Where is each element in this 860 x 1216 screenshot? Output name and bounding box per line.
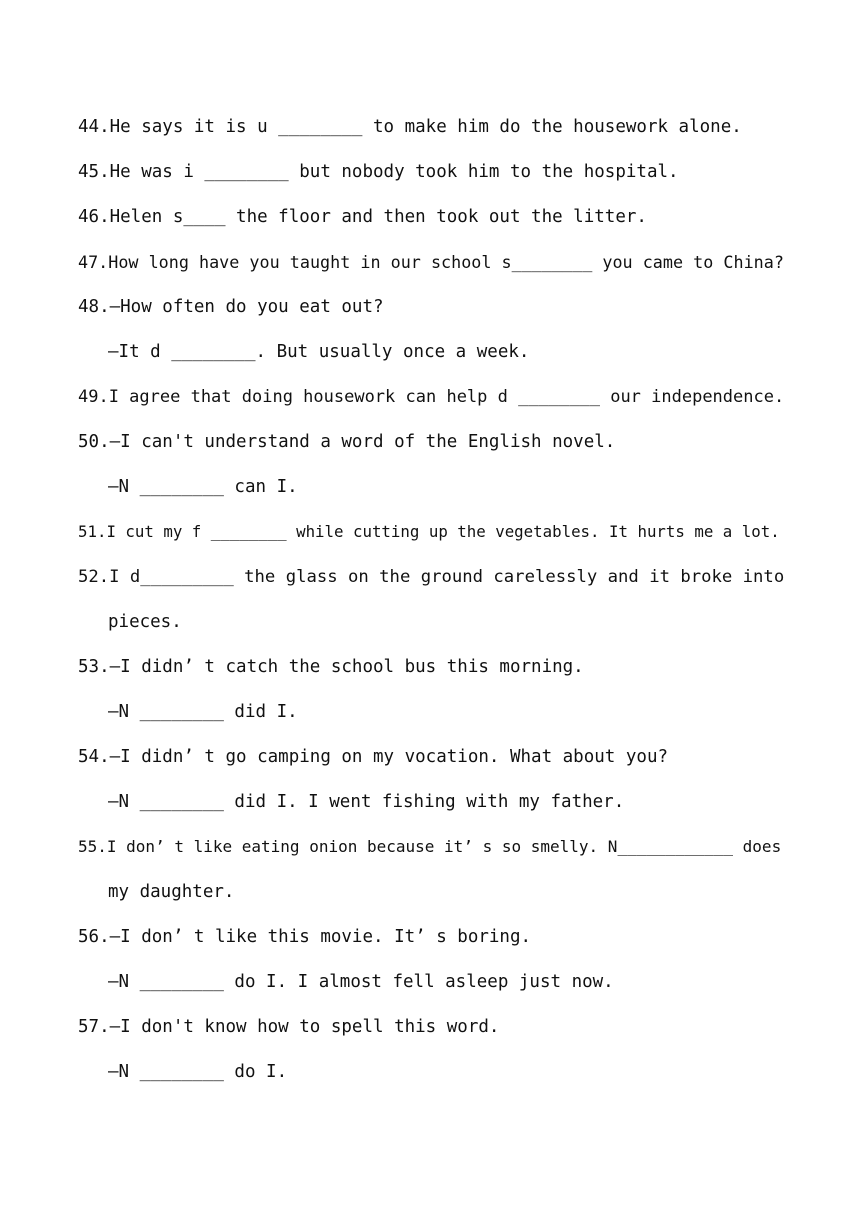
question-55-continued: my daughter. bbox=[108, 882, 235, 902]
question-54: 54.—I didn’ t go camping on my vocation. What about you? bbox=[78, 747, 669, 767]
question-52: 52.I d_________ the glass on the ground carelessly and it broke into bbox=[78, 567, 785, 587]
question-55: 55.I don’ t like eating onion because it’ s so smelly. N____________ does bbox=[78, 837, 782, 856]
question-53: 53.—I didn’ t catch the school bus this morning. bbox=[78, 657, 584, 677]
question-48: 48.—How often do you eat out? bbox=[78, 297, 384, 317]
question-57: 57.—I don't know how to spell this word. bbox=[78, 1017, 500, 1037]
question-46: 46.Helen s____ the floor and then took out the litter. bbox=[78, 207, 647, 227]
question-57-answer: —N ________ do I. bbox=[108, 1062, 288, 1082]
question-48-answer: —It d ________. But usually once a week. bbox=[108, 342, 530, 362]
question-50: 50.—I can't understand a word of the English novel. bbox=[78, 432, 616, 452]
question-54-answer: —N ________ did I. I went fishing with my father. bbox=[108, 792, 625, 812]
question-49: 49.I agree that doing housework can help d ________ our independence. bbox=[78, 387, 785, 407]
question-51: 51.I cut my f ________ while cutting up the vegetables. It hurts me a lot. bbox=[78, 522, 780, 541]
question-52-continued: pieces. bbox=[108, 612, 182, 632]
question-47: 47.How long have you taught in our school s________ you came to China? bbox=[78, 252, 784, 272]
question-50-answer: —N ________ can I. bbox=[108, 477, 298, 497]
exercise-list bbox=[78, 110, 788, 1100]
question-56: 56.—I don’ t like this movie. It’ s boring. bbox=[78, 927, 532, 947]
question-45: 45.He was i ________ but nobody took him to the hospital. bbox=[78, 162, 679, 182]
question-56-answer: —N ________ do I. I almost fell asleep just now. bbox=[108, 972, 614, 992]
question-53-answer: —N ________ did I. bbox=[108, 702, 298, 722]
question-44: 44.He says it is u ________ to make him do the housework alone. bbox=[78, 117, 742, 137]
